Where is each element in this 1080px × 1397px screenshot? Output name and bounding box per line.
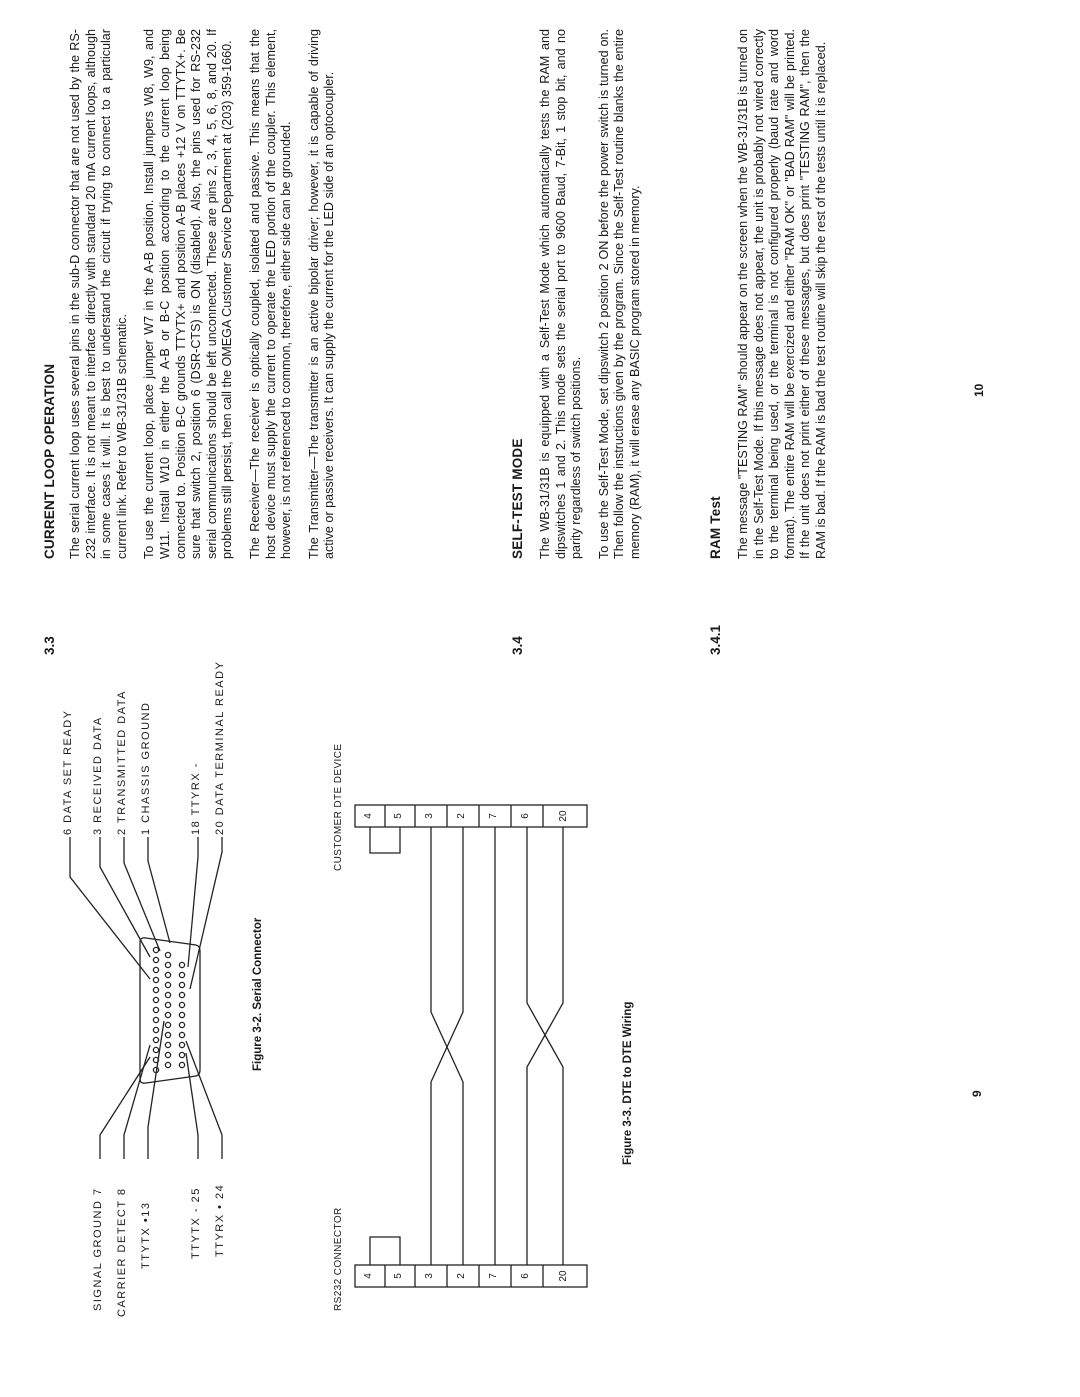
section-3-3-title: CURRENT LOOP OPERATION: [42, 363, 57, 559]
paragraph: The WB-31/31B is equipped with a Self-Test Mode which automatically tests the RAM and dipswitches 1 and 2. This mode sets the serial port to 9600 Baud, 7-Bit, 1 stop bit, and no parity regardless of switch positions.: [538, 29, 584, 559]
left-pin-7: 7: [488, 1273, 499, 1279]
customer-dte-title: CUSTOMER DTE DEVICE: [333, 743, 344, 871]
section-3-3-body: [68, 29, 338, 559]
label-transmitted-data: 2 TRANSMITTED DATA: [116, 690, 128, 835]
right-pin-6: 6: [520, 813, 531, 819]
right-pin-20: 20: [558, 810, 569, 822]
right-pin-3: 3: [424, 813, 435, 819]
section-3-4-1-body: [736, 29, 830, 559]
paragraph: The serial current loop uses several pins in the sub-D connector that are not used by the RS-232 interface. It is not meant to interface directly with standard 20 mA current loops, although in some cases it will. It is best to understand the circuit if trying to connect to a particular current link. Refer to WB-31/31B schematic.: [68, 29, 129, 559]
figure-3-3-caption: Figure 3-3. DTE to DTE Wiring: [622, 1001, 634, 1165]
paragraph: The Receiver—The receiver is optically coupled, isolated and passive. This means that the host device must supply the current to operate the LED portion of the coupler. This element, however, is not referenced to common, therefore, either side can be grounded.: [247, 29, 294, 559]
paragraph: The Transmitter—The transmitter is an active bipolar driver; however, it is capable of driving active or passive receivers. It can supply the current for the LED side of an optocoupler.: [306, 29, 337, 559]
right-pin-4: 4: [363, 813, 374, 819]
left-pin-3: 3: [424, 1273, 435, 1279]
label-data-set-ready: 6 DATA SET READY: [62, 709, 74, 835]
label-signal-ground: SIGNAL GROUND 7: [92, 1187, 104, 1311]
label-received-data: 3 RECEIVED DATA: [92, 716, 104, 835]
left-pin-4: 4: [363, 1273, 374, 1279]
left-pin-20: 20: [558, 1270, 569, 1282]
page-number-right: 10: [972, 383, 986, 397]
section-3-4-title: SELF-TEST MODE: [510, 438, 525, 559]
paragraph: The message "TESTING RAM" should appear on the screen when the WB-31/31B is turned on in the Self-Test Mode. If this message does not appear, the unit is probably not wired correctly to the terminal being used, or the terminal is not configured properly (baud rate and word format). The entire RAM will be exercized and either "RAM OK" or "BAD RAM" will be printed. If the unit does not print either of these messages, but does print "TESTING RAM", then the RAM is bad. If the RAM is bad the test routine will skip the rest of the tests until it is replaced.: [736, 29, 828, 559]
left-pin-2: 2: [456, 1273, 467, 1279]
label-ttyrx-minus: 18 TTYRX -: [190, 762, 202, 835]
label-data-terminal-ready: 20 DATA TERMINAL READY: [214, 660, 226, 835]
label-chassis-ground: 1 CHASSIS GROUND: [140, 701, 152, 835]
left-pin-6: 6: [520, 1273, 531, 1279]
right-pin-7: 7: [488, 813, 499, 819]
label-ttyrx-plus: TTYRX • 24: [214, 1183, 226, 1257]
rs232-connector-title: RS232 CONNECTOR: [333, 1207, 344, 1311]
label-ttytx-minus: TTYTX - 25: [190, 1187, 202, 1259]
left-pin-5: 5: [393, 1273, 404, 1279]
right-pin-5: 5: [393, 813, 404, 819]
section-3-4-1-title: RAM Test: [708, 496, 723, 559]
section-3-4-body: [538, 29, 644, 559]
paragraph: To use the current loop, place jumper W7 in the A-B position. Install jumpers W8, W9, and W11. Install W10 in either the A-B or B-C position according to the current loop being connected to. Position B-C grounds TTYTX+ and position A-B places +12 V on TTYTX+. Be sure that switch 2, position 6 (DSR-CTS) is ON (disabled). Also, the pins used for RS-232 serial communications should be left unconnected. These are pins 2, 3, 4, 5, 6, 8, and 20. If problems still persist, then call the OMEGA Customer Service Department at (203) 359-1660.: [142, 29, 235, 559]
figure-3-2-caption: Figure 3-2. Serial Connector: [252, 917, 264, 1071]
paragraph: To use the Self-Test Mode, set dipswitch 2 position 2 ON before the power switch is turned on. Then follow the instructions given by the program. Since the Self-Test routine blanks the entire memory (RAM), it will erase any BASIC program stored in memory.: [596, 29, 642, 559]
label-carrier-detect: CARRIER DETECT 8: [116, 1187, 128, 1317]
section-3-4-number: 3.4: [510, 636, 525, 655]
section-3-3-number: 3.3: [42, 636, 57, 655]
right-pin-2: 2: [456, 813, 467, 819]
label-ttytx-plus: TTYTX •13: [140, 1201, 152, 1269]
page-number-left: 9: [970, 1090, 984, 1097]
section-3-4-1-number: 3.4.1: [708, 624, 723, 655]
